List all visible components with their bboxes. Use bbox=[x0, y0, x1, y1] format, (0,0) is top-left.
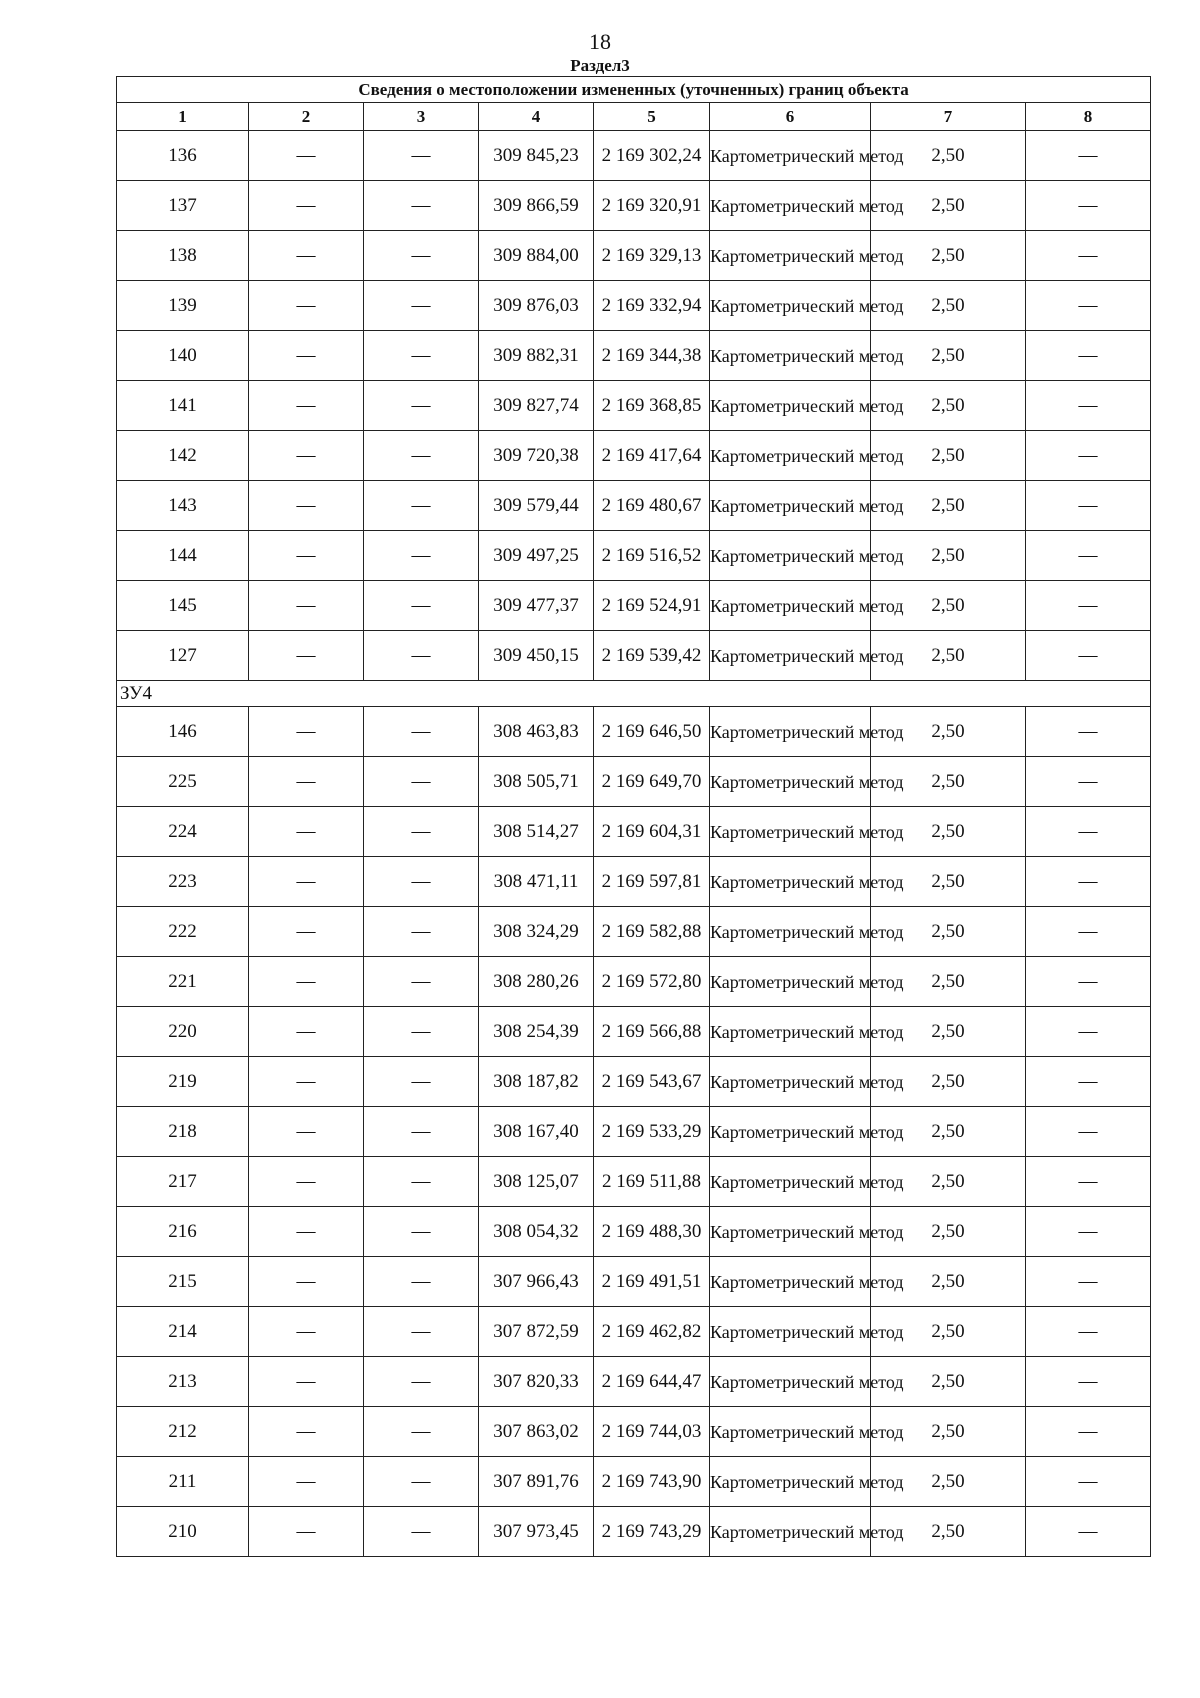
method-cell: Картометрический метод bbox=[710, 431, 871, 481]
empty-cell-col2: — bbox=[249, 1157, 364, 1207]
accuracy-cell: 2,50 bbox=[871, 1307, 1026, 1357]
x-coordinate-cell: 307 820,33 bbox=[479, 1357, 594, 1407]
x-coordinate-cell: 309 845,23 bbox=[479, 131, 594, 181]
empty-cell-col8: — bbox=[1026, 1357, 1151, 1407]
empty-cell-col3: — bbox=[364, 1307, 479, 1357]
accuracy-cell: 2,50 bbox=[871, 181, 1026, 231]
y-coordinate-cell: 2 169 344,38 bbox=[594, 331, 710, 381]
section-title: Раздел3 bbox=[570, 56, 630, 75]
empty-cell-col2: — bbox=[249, 1357, 364, 1407]
y-coordinate-cell: 2 169 533,29 bbox=[594, 1107, 710, 1157]
table-row bbox=[117, 431, 1151, 481]
x-coordinate-cell: 308 054,32 bbox=[479, 1207, 594, 1257]
empty-cell-col2: — bbox=[249, 131, 364, 181]
empty-cell-col2: — bbox=[249, 281, 364, 331]
empty-cell-col8: — bbox=[1026, 807, 1151, 857]
x-coordinate-cell: 309 827,74 bbox=[479, 381, 594, 431]
accuracy-cell: 2,50 bbox=[871, 331, 1026, 381]
group-row bbox=[117, 681, 1151, 707]
y-coordinate-cell: 2 169 597,81 bbox=[594, 857, 710, 907]
accuracy-cell: 2,50 bbox=[871, 1357, 1026, 1407]
point-number-cell: 225 bbox=[117, 757, 249, 807]
accuracy-cell: 2,50 bbox=[871, 1107, 1026, 1157]
x-coordinate-cell: 309 876,03 bbox=[479, 281, 594, 331]
empty-cell-col8: — bbox=[1026, 1057, 1151, 1107]
point-number-cell: 222 bbox=[117, 907, 249, 957]
point-number-cell: 145 bbox=[117, 581, 249, 631]
table-row bbox=[117, 131, 1151, 181]
x-coordinate-cell: 308 471,11 bbox=[479, 857, 594, 907]
empty-cell-col3: — bbox=[364, 1457, 479, 1507]
table-row bbox=[117, 1257, 1151, 1307]
y-coordinate-cell: 2 169 649,70 bbox=[594, 757, 710, 807]
empty-cell-col3: — bbox=[364, 281, 479, 331]
empty-cell-col2: — bbox=[249, 1457, 364, 1507]
point-number-cell: 143 bbox=[117, 481, 249, 531]
empty-cell-col3: — bbox=[364, 1107, 479, 1157]
empty-cell-col2: — bbox=[249, 907, 364, 957]
empty-cell-col2: — bbox=[249, 331, 364, 381]
table-row bbox=[117, 581, 1151, 631]
method-cell: Картометрический метод bbox=[710, 531, 871, 581]
point-number-cell: 211 bbox=[117, 1457, 249, 1507]
empty-cell-col8: — bbox=[1026, 181, 1151, 231]
empty-cell-col3: — bbox=[364, 381, 479, 431]
point-number-cell: 214 bbox=[117, 1307, 249, 1357]
empty-cell-col3: — bbox=[364, 1207, 479, 1257]
table-row bbox=[117, 957, 1151, 1007]
column-header: 1 bbox=[117, 103, 249, 131]
column-header: 5 bbox=[594, 103, 710, 131]
empty-cell-col8: — bbox=[1026, 857, 1151, 907]
method-cell: Картометрический метод bbox=[710, 1507, 871, 1557]
empty-cell-col8: — bbox=[1026, 957, 1151, 1007]
method-cell: Картометрический метод bbox=[710, 581, 871, 631]
empty-cell-col8: — bbox=[1026, 581, 1151, 631]
method-cell: Картометрический метод bbox=[710, 1407, 871, 1457]
y-coordinate-cell: 2 169 582,88 bbox=[594, 907, 710, 957]
empty-cell-col3: — bbox=[364, 957, 479, 1007]
empty-cell-col3: — bbox=[364, 857, 479, 907]
accuracy-cell: 2,50 bbox=[871, 131, 1026, 181]
y-coordinate-cell: 2 169 646,50 bbox=[594, 707, 710, 757]
empty-cell-col8: — bbox=[1026, 531, 1151, 581]
empty-cell-col3: — bbox=[364, 707, 479, 757]
table-caption-row bbox=[117, 77, 1151, 103]
method-cell: Картометрический метод bbox=[710, 631, 871, 681]
empty-cell-col8: — bbox=[1026, 1157, 1151, 1207]
empty-cell-col3: — bbox=[364, 807, 479, 857]
table-row bbox=[117, 281, 1151, 331]
table-row bbox=[117, 757, 1151, 807]
accuracy-cell: 2,50 bbox=[871, 281, 1026, 331]
y-coordinate-cell: 2 169 368,85 bbox=[594, 381, 710, 431]
empty-cell-col8: — bbox=[1026, 907, 1151, 957]
empty-cell-col2: — bbox=[249, 1307, 364, 1357]
table-row bbox=[117, 181, 1151, 231]
empty-cell-col3: — bbox=[364, 331, 479, 381]
table-row bbox=[117, 1107, 1151, 1157]
empty-cell-col3: — bbox=[364, 1407, 479, 1457]
empty-cell-col2: — bbox=[249, 1107, 364, 1157]
method-cell: Картометрический метод bbox=[710, 907, 871, 957]
empty-cell-col3: — bbox=[364, 757, 479, 807]
point-number-cell: 212 bbox=[117, 1407, 249, 1457]
x-coordinate-cell: 308 324,29 bbox=[479, 907, 594, 957]
empty-cell-col8: — bbox=[1026, 481, 1151, 531]
x-coordinate-cell: 309 579,44 bbox=[479, 481, 594, 531]
empty-cell-col2: — bbox=[249, 431, 364, 481]
empty-cell-col8: — bbox=[1026, 1507, 1151, 1557]
point-number-cell: 142 bbox=[117, 431, 249, 481]
empty-cell-col2: — bbox=[249, 481, 364, 531]
column-header: 3 bbox=[364, 103, 479, 131]
accuracy-cell: 2,50 bbox=[871, 1007, 1026, 1057]
method-cell: Картометрический метод bbox=[710, 181, 871, 231]
method-cell: Картометрический метод bbox=[710, 1457, 871, 1507]
y-coordinate-cell: 2 169 516,52 bbox=[594, 531, 710, 581]
point-number-cell: 215 bbox=[117, 1257, 249, 1307]
empty-cell-col8: — bbox=[1026, 281, 1151, 331]
point-number-cell: 140 bbox=[117, 331, 249, 381]
y-coordinate-cell: 2 169 539,42 bbox=[594, 631, 710, 681]
y-coordinate-cell: 2 169 491,51 bbox=[594, 1257, 710, 1307]
y-coordinate-cell: 2 169 604,31 bbox=[594, 807, 710, 857]
table-row bbox=[117, 907, 1151, 957]
accuracy-cell: 2,50 bbox=[871, 1157, 1026, 1207]
empty-cell-col3: — bbox=[364, 907, 479, 957]
empty-cell-col8: — bbox=[1026, 131, 1151, 181]
empty-cell-col2: — bbox=[249, 757, 364, 807]
table-row bbox=[117, 1057, 1151, 1107]
x-coordinate-cell: 308 167,40 bbox=[479, 1107, 594, 1157]
table-row bbox=[117, 631, 1151, 681]
column-header: 2 bbox=[249, 103, 364, 131]
empty-cell-col2: — bbox=[249, 381, 364, 431]
accuracy-cell: 2,50 bbox=[871, 531, 1026, 581]
method-cell: Картометрический метод bbox=[710, 1307, 871, 1357]
point-number-cell: 221 bbox=[117, 957, 249, 1007]
empty-cell-col2: — bbox=[249, 181, 364, 231]
empty-cell-col3: — bbox=[364, 431, 479, 481]
column-header: 8 bbox=[1026, 103, 1151, 131]
point-number-cell: 141 bbox=[117, 381, 249, 431]
table-row bbox=[117, 1357, 1151, 1407]
method-cell: Картометрический метод bbox=[710, 757, 871, 807]
x-coordinate-cell: 308 505,71 bbox=[479, 757, 594, 807]
y-coordinate-cell: 2 169 329,13 bbox=[594, 231, 710, 281]
accuracy-cell: 2,50 bbox=[871, 1507, 1026, 1557]
x-coordinate-cell: 308 125,07 bbox=[479, 1157, 594, 1207]
empty-cell-col2: — bbox=[249, 1007, 364, 1057]
table-row bbox=[117, 481, 1151, 531]
table-row bbox=[117, 1307, 1151, 1357]
x-coordinate-cell: 309 450,15 bbox=[479, 631, 594, 681]
point-number-cell: 216 bbox=[117, 1207, 249, 1257]
y-coordinate-cell: 2 169 743,90 bbox=[594, 1457, 710, 1507]
empty-cell-col8: — bbox=[1026, 631, 1151, 681]
empty-cell-col3: — bbox=[364, 1007, 479, 1057]
y-coordinate-cell: 2 169 572,80 bbox=[594, 957, 710, 1007]
page-number: 18 bbox=[589, 29, 611, 54]
x-coordinate-cell: 308 514,27 bbox=[479, 807, 594, 857]
table-row bbox=[117, 1457, 1151, 1507]
empty-cell-col3: — bbox=[364, 231, 479, 281]
accuracy-cell: 2,50 bbox=[871, 481, 1026, 531]
x-coordinate-cell: 309 866,59 bbox=[479, 181, 594, 231]
empty-cell-col8: — bbox=[1026, 331, 1151, 381]
empty-cell-col2: — bbox=[249, 1207, 364, 1257]
method-cell: Картометрический метод bbox=[710, 1207, 871, 1257]
method-cell: Картометрический метод bbox=[710, 707, 871, 757]
method-cell: Картометрический метод bbox=[710, 1057, 871, 1107]
empty-cell-col8: — bbox=[1026, 1207, 1151, 1257]
column-header: 7 bbox=[871, 103, 1026, 131]
method-cell: Картометрический метод bbox=[710, 857, 871, 907]
x-coordinate-cell: 308 187,82 bbox=[479, 1057, 594, 1107]
column-header: 6 bbox=[710, 103, 871, 131]
empty-cell-col3: — bbox=[364, 531, 479, 581]
x-coordinate-cell: 307 966,43 bbox=[479, 1257, 594, 1307]
method-cell: Картометрический метод bbox=[710, 957, 871, 1007]
accuracy-cell: 2,50 bbox=[871, 631, 1026, 681]
accuracy-cell: 2,50 bbox=[871, 1457, 1026, 1507]
y-coordinate-cell: 2 169 524,91 bbox=[594, 581, 710, 631]
empty-cell-col3: — bbox=[364, 1357, 479, 1407]
method-cell: Картометрический метод bbox=[710, 231, 871, 281]
point-number-cell: 127 bbox=[117, 631, 249, 681]
method-cell: Картометрический метод bbox=[710, 807, 871, 857]
x-coordinate-cell: 309 720,38 bbox=[479, 431, 594, 481]
method-cell: Картометрический метод bbox=[710, 1007, 871, 1057]
point-number-cell: 210 bbox=[117, 1507, 249, 1557]
method-cell: Картометрический метод bbox=[710, 481, 871, 531]
empty-cell-col8: — bbox=[1026, 431, 1151, 481]
empty-cell-col8: — bbox=[1026, 1257, 1151, 1307]
table-row bbox=[117, 707, 1151, 757]
method-cell: Картометрический метод bbox=[710, 131, 871, 181]
empty-cell-col3: — bbox=[364, 481, 479, 531]
x-coordinate-cell: 307 872,59 bbox=[479, 1307, 594, 1357]
accuracy-cell: 2,50 bbox=[871, 1057, 1026, 1107]
empty-cell-col8: — bbox=[1026, 1457, 1151, 1507]
accuracy-cell: 2,50 bbox=[871, 231, 1026, 281]
group-label: ЗУ4 bbox=[117, 681, 1151, 707]
coordinates-table bbox=[116, 76, 1151, 1557]
empty-cell-col2: — bbox=[249, 631, 364, 681]
empty-cell-col2: — bbox=[249, 707, 364, 757]
point-number-cell: 220 bbox=[117, 1007, 249, 1057]
empty-cell-col2: — bbox=[249, 1507, 364, 1557]
method-cell: Картометрический метод bbox=[710, 1107, 871, 1157]
y-coordinate-cell: 2 169 302,24 bbox=[594, 131, 710, 181]
table-row bbox=[117, 1007, 1151, 1057]
y-coordinate-cell: 2 169 644,47 bbox=[594, 1357, 710, 1407]
point-number-cell: 137 bbox=[117, 181, 249, 231]
point-number-cell: 146 bbox=[117, 707, 249, 757]
point-number-cell: 144 bbox=[117, 531, 249, 581]
accuracy-cell: 2,50 bbox=[871, 807, 1026, 857]
accuracy-cell: 2,50 bbox=[871, 907, 1026, 957]
empty-cell-col3: — bbox=[364, 181, 479, 231]
point-number-cell: 223 bbox=[117, 857, 249, 907]
method-cell: Картометрический метод bbox=[710, 1157, 871, 1207]
empty-cell-col8: — bbox=[1026, 757, 1151, 807]
empty-cell-col2: — bbox=[249, 957, 364, 1007]
y-coordinate-cell: 2 169 744,03 bbox=[594, 1407, 710, 1457]
y-coordinate-cell: 2 169 320,91 bbox=[594, 181, 710, 231]
accuracy-cell: 2,50 bbox=[871, 857, 1026, 907]
y-coordinate-cell: 2 169 743,29 bbox=[594, 1507, 710, 1557]
accuracy-cell: 2,50 bbox=[871, 1407, 1026, 1457]
empty-cell-col2: — bbox=[249, 581, 364, 631]
point-number-cell: 138 bbox=[117, 231, 249, 281]
accuracy-cell: 2,50 bbox=[871, 757, 1026, 807]
point-number-cell: 139 bbox=[117, 281, 249, 331]
empty-cell-col8: — bbox=[1026, 1307, 1151, 1357]
empty-cell-col2: — bbox=[249, 807, 364, 857]
table-body bbox=[117, 131, 1151, 1557]
table-row bbox=[117, 1207, 1151, 1257]
point-number-cell: 219 bbox=[117, 1057, 249, 1107]
y-coordinate-cell: 2 169 462,82 bbox=[594, 1307, 710, 1357]
accuracy-cell: 2,50 bbox=[871, 381, 1026, 431]
empty-cell-col8: — bbox=[1026, 707, 1151, 757]
accuracy-cell: 2,50 bbox=[871, 1257, 1026, 1307]
empty-cell-col2: — bbox=[249, 1057, 364, 1107]
point-number-cell: 218 bbox=[117, 1107, 249, 1157]
empty-cell-col8: — bbox=[1026, 231, 1151, 281]
empty-cell-col8: — bbox=[1026, 1107, 1151, 1157]
x-coordinate-cell: 309 477,37 bbox=[479, 581, 594, 631]
empty-cell-col8: — bbox=[1026, 381, 1151, 431]
empty-cell-col2: — bbox=[249, 1407, 364, 1457]
method-cell: Картометрический метод bbox=[710, 1257, 871, 1307]
y-coordinate-cell: 2 169 511,88 bbox=[594, 1157, 710, 1207]
table-row bbox=[117, 231, 1151, 281]
point-number-cell: 224 bbox=[117, 807, 249, 857]
empty-cell-col3: — bbox=[364, 581, 479, 631]
x-coordinate-cell: 308 254,39 bbox=[479, 1007, 594, 1057]
x-coordinate-cell: 309 884,00 bbox=[479, 231, 594, 281]
empty-cell-col8: — bbox=[1026, 1007, 1151, 1057]
empty-cell-col3: — bbox=[364, 1157, 479, 1207]
y-coordinate-cell: 2 169 480,67 bbox=[594, 481, 710, 531]
accuracy-cell: 2,50 bbox=[871, 431, 1026, 481]
table-row bbox=[117, 331, 1151, 381]
table-row bbox=[117, 1507, 1151, 1557]
x-coordinate-cell: 309 497,25 bbox=[479, 531, 594, 581]
y-coordinate-cell: 2 169 543,67 bbox=[594, 1057, 710, 1107]
empty-cell-col2: — bbox=[249, 531, 364, 581]
table-header-row bbox=[117, 103, 1151, 131]
column-header: 4 bbox=[479, 103, 594, 131]
y-coordinate-cell: 2 169 332,94 bbox=[594, 281, 710, 331]
empty-cell-col3: — bbox=[364, 631, 479, 681]
point-number-cell: 136 bbox=[117, 131, 249, 181]
x-coordinate-cell: 309 882,31 bbox=[479, 331, 594, 381]
point-number-cell: 217 bbox=[117, 1157, 249, 1207]
empty-cell-col2: — bbox=[249, 857, 364, 907]
method-cell: Картометрический метод bbox=[710, 281, 871, 331]
table-row bbox=[117, 1407, 1151, 1457]
method-cell: Картометрический метод bbox=[710, 381, 871, 431]
table-row bbox=[117, 531, 1151, 581]
point-number-cell: 213 bbox=[117, 1357, 249, 1407]
empty-cell-col2: — bbox=[249, 1257, 364, 1307]
empty-cell-col2: — bbox=[249, 231, 364, 281]
table-caption: Сведения о местоположении измененных (уточненных) границ объекта bbox=[117, 77, 1151, 103]
y-coordinate-cell: 2 169 417,64 bbox=[594, 431, 710, 481]
accuracy-cell: 2,50 bbox=[871, 957, 1026, 1007]
x-coordinate-cell: 307 863,02 bbox=[479, 1407, 594, 1457]
accuracy-cell: 2,50 bbox=[871, 707, 1026, 757]
table-row bbox=[117, 807, 1151, 857]
method-cell: Картометрический метод bbox=[710, 331, 871, 381]
method-cell: Картометрический метод bbox=[710, 1357, 871, 1407]
empty-cell-col8: — bbox=[1026, 1407, 1151, 1457]
x-coordinate-cell: 308 463,83 bbox=[479, 707, 594, 757]
table-row bbox=[117, 1157, 1151, 1207]
empty-cell-col3: — bbox=[364, 1257, 479, 1307]
x-coordinate-cell: 307 891,76 bbox=[479, 1457, 594, 1507]
empty-cell-col3: — bbox=[364, 1057, 479, 1107]
empty-cell-col3: — bbox=[364, 1507, 479, 1557]
accuracy-cell: 2,50 bbox=[871, 581, 1026, 631]
table-row bbox=[117, 381, 1151, 431]
y-coordinate-cell: 2 169 488,30 bbox=[594, 1207, 710, 1257]
x-coordinate-cell: 308 280,26 bbox=[479, 957, 594, 1007]
x-coordinate-cell: 307 973,45 bbox=[479, 1507, 594, 1557]
empty-cell-col3: — bbox=[364, 131, 479, 181]
accuracy-cell: 2,50 bbox=[871, 1207, 1026, 1257]
y-coordinate-cell: 2 169 566,88 bbox=[594, 1007, 710, 1057]
table-row bbox=[117, 857, 1151, 907]
